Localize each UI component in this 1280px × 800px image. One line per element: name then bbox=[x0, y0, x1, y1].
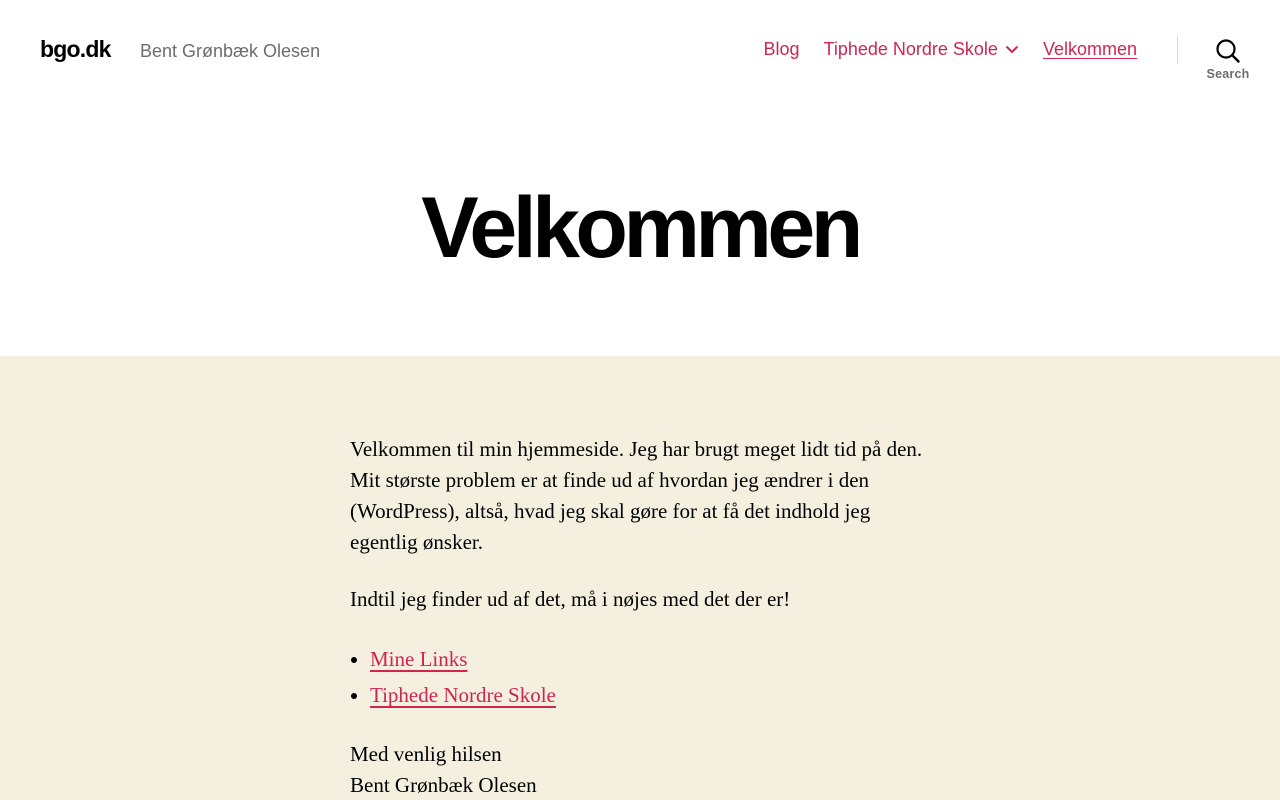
nav-link-blog[interactable]: Blog bbox=[763, 39, 800, 59]
nav-item-blog bbox=[763, 39, 799, 60]
nav-link-velkommen[interactable]: Velkommen bbox=[1042, 39, 1137, 59]
list-item bbox=[370, 641, 930, 677]
search-label: Search bbox=[1206, 67, 1250, 81]
link-tiphede-nordre-skole[interactable]: Tiphede Nordre Skole bbox=[370, 683, 556, 707]
site-header bbox=[0, 0, 1280, 356]
page-title: Velkommen bbox=[421, 180, 859, 276]
primary-nav bbox=[763, 39, 1137, 60]
signoff-greeting: Med venlig hilsen bbox=[350, 742, 502, 766]
header-divider bbox=[1177, 36, 1178, 64]
site-title-link[interactable]: bgo.dk bbox=[40, 36, 111, 62]
link-list bbox=[370, 641, 930, 713]
note-paragraph: Indtil jeg finder ud af det, må i nøjes med det der er! bbox=[350, 587, 791, 611]
chevron-down-icon[interactable] bbox=[1005, 45, 1019, 54]
nav-item-tiphede-nordre-skole bbox=[824, 39, 1019, 60]
page-content bbox=[350, 434, 930, 800]
signoff-name: Bent Grønbæk Olesen bbox=[350, 773, 537, 797]
list-item bbox=[370, 677, 930, 713]
search-icon bbox=[1215, 38, 1241, 64]
search-toggle-button[interactable] bbox=[1200, 36, 1256, 86]
site-description: Bent Grønbæk Olesen bbox=[140, 41, 321, 61]
signoff bbox=[350, 739, 930, 800]
intro-paragraph: Velkommen til min hjemmeside. Jeg har brugt meget lidt tid på den. Mit største problem er at finde ud af hvordan jeg ændrer i den (WordPress), altså, hvad jeg skal gøre for at få det indhold jeg egentlig ønsker. bbox=[350, 437, 923, 554]
nav-item-velkommen bbox=[1043, 39, 1137, 60]
nav-link-tiphede-nordre-skole[interactable]: Tiphede Nordre Skole bbox=[823, 39, 998, 59]
link-mine-links[interactable]: Mine Links bbox=[370, 647, 468, 671]
